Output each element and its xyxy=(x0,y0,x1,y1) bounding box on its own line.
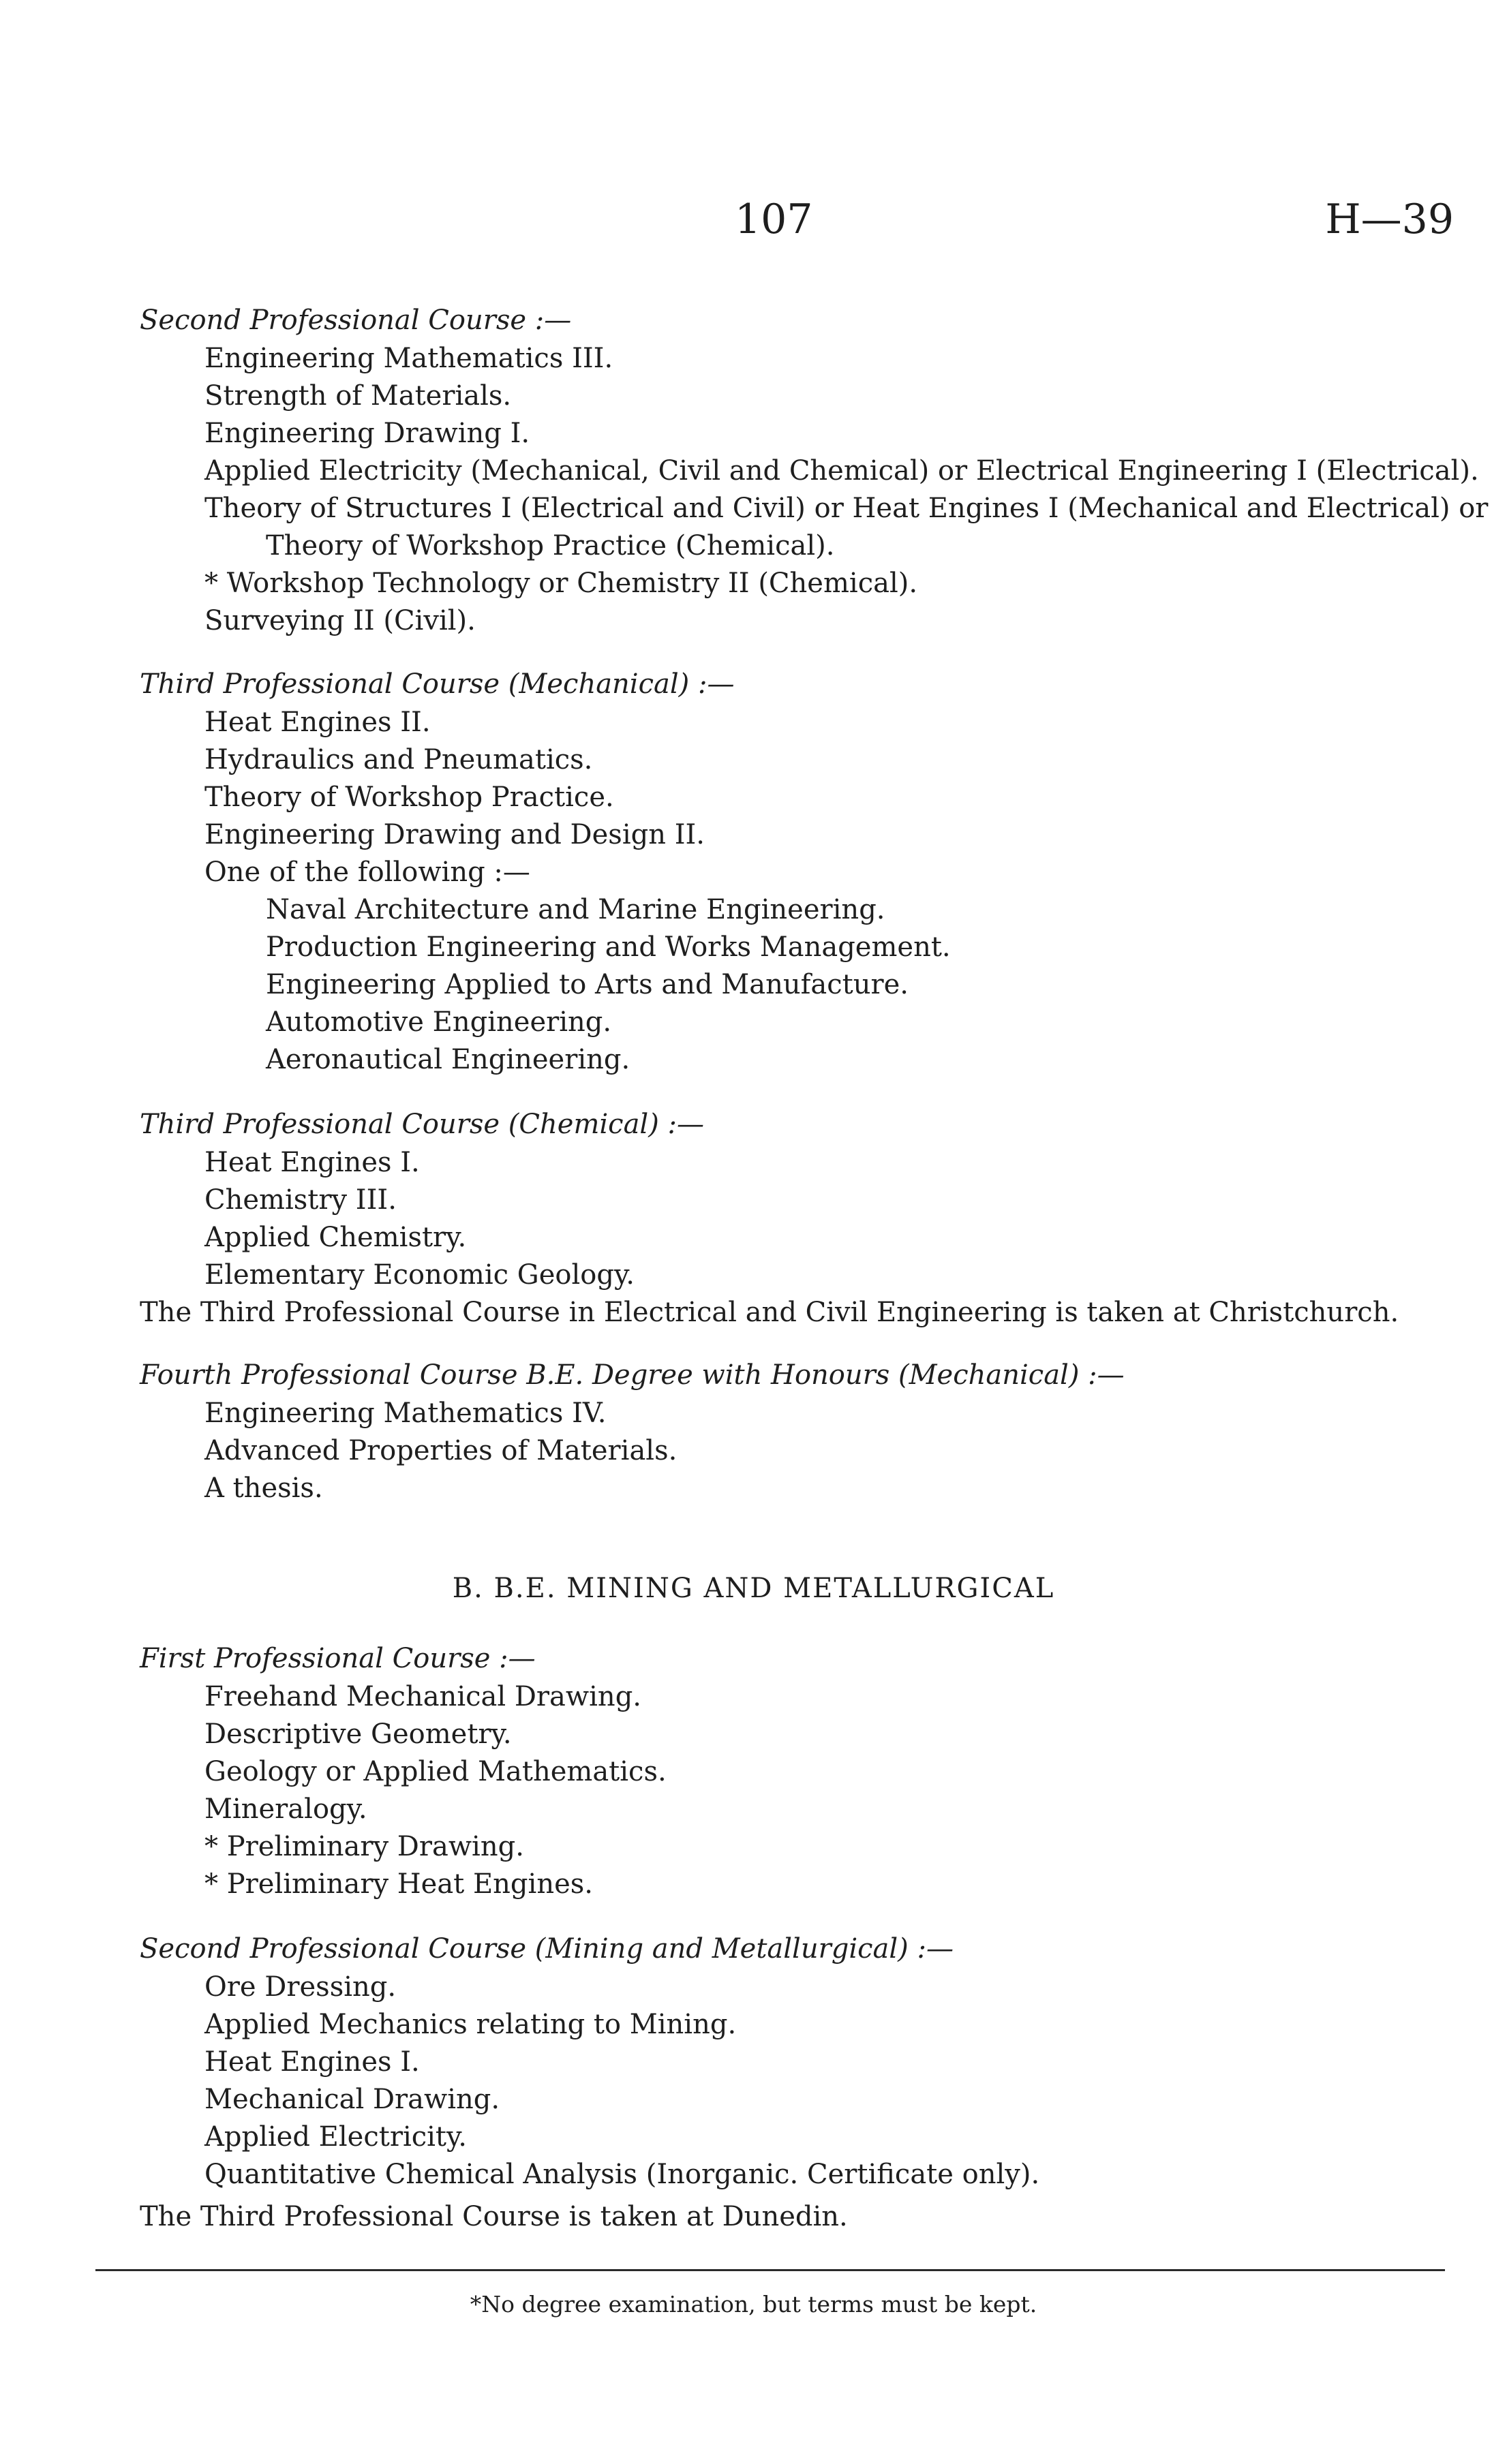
list-item: Freehand Mechanical Drawing. xyxy=(204,1681,642,1712)
list-item: Descriptive Geometry. xyxy=(204,1719,512,1750)
section-heading: Fourth Professional Course B.E. Degree with Honours (Mechanical) :— xyxy=(140,1359,1125,1391)
section-heading: Third Professional Course (Chemical) :— xyxy=(140,1109,705,1140)
option-item: Aeronautical Engineering. xyxy=(266,1044,630,1075)
list-item-continuation: Theory of Workshop Practice (Chemical). xyxy=(266,530,835,561)
list-item: * Preliminary Drawing. xyxy=(204,1831,524,1862)
list-item: Applied Electricity (Mechanical, Civil and Chemical) or Electrical Engineering I (Electrical). xyxy=(204,455,1479,487)
list-item: Engineering Mathematics III. xyxy=(204,343,613,374)
list-item: Heat Engines II. xyxy=(204,707,431,738)
list-item: Applied Electricity. xyxy=(204,2121,467,2153)
footnote-divider xyxy=(95,2269,1445,2271)
list-item: Advanced Properties of Materials. xyxy=(204,1435,678,1466)
list-item: Mechanical Drawing. xyxy=(204,2084,500,2115)
list-item: Quantitative Chemical Analysis (Inorganic. Certificate only). xyxy=(204,2159,1040,2190)
section-heading: Second Professional Course :— xyxy=(140,305,572,336)
list-item: Heat Engines I. xyxy=(204,1147,420,1178)
list-item: Theory of Workshop Practice. xyxy=(204,782,614,813)
section-heading: First Professional Course :— xyxy=(140,1643,536,1674)
page-reference: H—39 xyxy=(1325,196,1454,243)
option-item: Naval Architecture and Marine Engineering. xyxy=(266,894,885,925)
list-item: Elementary Economic Geology. xyxy=(204,1259,635,1291)
list-item: * Preliminary Heat Engines. xyxy=(204,1868,593,1900)
section-heading: Third Professional Course (Mechanical) :— xyxy=(140,668,735,700)
list-item: Hydraulics and Pneumatics. xyxy=(204,744,593,775)
section-note: The Third Professional Course in Electrical and Civil Engineering is taken at Christchurch. xyxy=(140,1297,1399,1328)
list-item: One of the following :— xyxy=(204,857,530,888)
option-item: Automotive Engineering. xyxy=(266,1006,612,1038)
list-item: Heat Engines I. xyxy=(204,2046,420,2078)
footnote: *No degree examination, but terms must be kept. xyxy=(470,2291,1037,2317)
list-item: * Workshop Technology or Chemistry II (Chemical). xyxy=(204,568,918,599)
list-item: Ore Dressing. xyxy=(204,1971,397,2003)
list-item: Strength of Materials. xyxy=(204,380,512,412)
list-item: Applied Chemistry. xyxy=(204,1222,467,1253)
section-heading: Second Professional Course (Mining and Metallurgical) :— xyxy=(140,1933,954,1965)
section-note: The Third Professional Course is taken at Dunedin. xyxy=(140,2201,848,2232)
list-item: Engineering Mathematics IV. xyxy=(204,1398,607,1429)
option-item: Production Engineering and Works Management. xyxy=(266,931,951,963)
list-item: Applied Mechanics relating to Mining. xyxy=(204,2009,737,2040)
part-title: B. B.E. MINING AND METALLURGICAL xyxy=(452,1573,1055,1604)
option-item: Engineering Applied to Arts and Manufacture. xyxy=(266,969,909,1000)
page-number: 107 xyxy=(735,196,813,243)
list-item: Engineering Drawing I. xyxy=(204,418,530,449)
list-item: Chemistry III. xyxy=(204,1184,397,1216)
list-item: Engineering Drawing and Design II. xyxy=(204,819,705,850)
list-item: Surveying II (Civil). xyxy=(204,605,476,636)
list-item: Geology or Applied Mathematics. xyxy=(204,1756,667,1787)
list-item: Mineralogy. xyxy=(204,1793,367,1825)
list-item: A thesis. xyxy=(204,1473,323,1504)
list-item: Theory of Structures I (Electrical and Civil) or Heat Engines I (Mechanical and Electrical) or xyxy=(204,493,1489,524)
